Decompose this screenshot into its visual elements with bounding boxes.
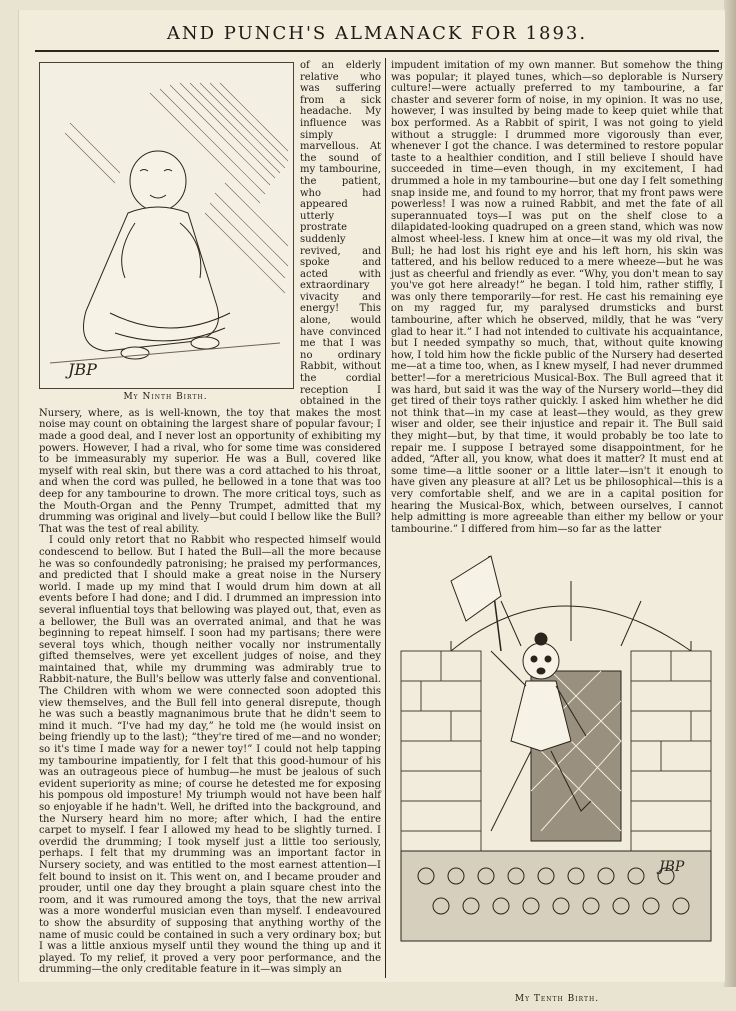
illustration-tenth-birth: [391, 541, 723, 1011]
column-divider: [385, 58, 386, 978]
svg-text:JBP: JBP: [659, 859, 685, 876]
svg-text:JBP: JBP: [68, 360, 97, 379]
right-paragraph-1: impudent imitation of my own manner. But somehow the thing was popular; it played tunes, which—so deplorable is Nursery culture!—were actually preferred to my tambourine, a far chaster and severer form of noise, in my opinion. It was no use, however, I was insulted by being made to keep quiet while that box performed. As a Rabbit of spirit, I was not going to yield without a struggle: I drummed more vigorously than ever, whenever I got the chance. I was determined to restore popular taste to a healthier condition, and I still believe I should have succeeded in time—even though, in my excitement, I had drummed a hole in my tambourine—but one day I felt something snap inside me, and found to my horror, that my front paws were powerless! I was now a ruined Rabbit, and met the fate of all superannuated toys—I was put on the shelf close to a dilapidated-looking quadruped on a green stand, which was now almost wheel-less. I knew him at once—it was my old rival, the Bull; he had lost his right eye and his left horn, his skin was tattered, and his bellow reduced to a mere wheeze—but he was just as cheerful and friendly as ever. “Why, you don't mean to say you've got here already!” he began. I told him, rather stiffly, I was only there temporarily—for rest. He cast his remaining eye on my ragged fur, my paralysed drumsticks and burst tambourine, after which he observed, mildly, that he was “very glad to hear it.” I had not intended to cultivate his acquaintance, but I needed sympathy so much, that, without quite knowing how, I told him how the fickle public of the Nursery had deserted me—at a time too, when, as I knew myself, I had never drummed better!—for a meretricious Musical-Box. The Bull agreed that it was hard, but said it was the way of the Nursery world—they did get tired of their toys rather quickly. I asked him whether he did not think that—in my case at least—they would, as they grew wiser and older, see their injustice and repair it. The Bull said they might—but, by that time, it would probably be too late to repair me. I suppose I betrayed some disappointment, for he added, “After all, you know, what does it matter? It must end at some time—a little sooner or a little later—isn't it enough to have given any pleasure at all? Let us be philosophical—this is a very comfortable shelf, and we are in a capital position for hearing the Musical-Box, which, between ourselves, I cannot help admitting is more agreeable than either my bellow or your tambourine.” I differed from him—so far as the latter: [391, 60, 723, 535]
right-column: [391, 60, 723, 1005]
left-paragraph-2: I could only retort that no Rabbit who respected himself would condescend to bellow. But I hated the Bull—all the more because he was so confoundedly patronising; he praised my performances, and predicted that I should make a great noise in the Nursery world. I made up my mind that I would drum him down at all events before I had done; and I did. I drummed an impression into several influential toys that bellowing was played out, that, even as a bellower, the Bull was an overrated animal, and that he was beginning to repeat himself. I soon had my partisans; there were several toys which, though neither vocally nor instrumentally gifted themselves, were yet excellent judges of noise, and they maintained that, while my drumming was admirably true to Rabbit-nature, the Bull's bellow was utterly false and conventional. The Children with whom we were connected soon adopted this view themselves, and the Bull fell into general disrepute, though he was such a beastly magnanimous brute that he didn't seem to mind it much. “I've had my day,” he told me (he would insist on being friendly up to the last); “they're tired of me—and no wonder; so it's time I made way for a newer toy!” I could not help tapping my tambourine impatiently, for I felt that this good-humour of his was an outrageous piece of humbug—he must be jealous of such evident superiority as mine; of course he detested me for exposing his pompous old imposture! My triumph would not have been half so enjoyable if he hadn't. Well, he drifted into the background, and the Nursery heard him no more; after which, I had the entire carpet to myself. I fear I allowed my head to be slightly turned. I overdid the drumming; I took myself just a little too seriously, perhaps. I felt that my drumming was an important factor in Nursery society, and was entitled to the most earnest attention—I felt bound to insist on it. This went on, and I became prouder and prouder, until one day they brought a plain square chest into the room, and it was rumoured among the toys, that the new arrival was a more wonderful musician even than myself. I endeavoured to show the absurdity of supposing that anything worthy of the name of music could be contained in such a very ordinary box; but I was a little anxious myself until they wound the thing up and it played. To my relief, it proved a very poor performance, and the drumming—the only creditable feature in it—was simply an: [39, 535, 381, 976]
illustration-ninth-birth: [39, 62, 292, 402]
figure-caption-tenth: My Tenth Birth.: [514, 994, 600, 1005]
figure-caption-ninth: My Ninth Birth.: [123, 392, 208, 402]
illustration-frame: [39, 62, 294, 389]
left-paragraph-1: of an elderly relative who was suffering from a sick headache. My influence was simply marvellous. At the sound of my tambourine, the patient, who had appeared utterly prostrate suddenly revived, and spoke and acted with extraordinary vivacity and energy! This alone, would have convinced me that I was no ordinary Rabbit, without the cordial reception I obtained in the Nursery, where, as is well-known, the toy that makes the most noise may count on obtaining the largest share of popular favour; I made a good deal, and I never lost an opportunity of exhibiting my powers. However, I had a rival, who for some time was considered to be immeasurably my superior. He was a Bull, covered like myself with real skin, but there was a cord attached to his throat, and when the cord was pulled, he bellowed in a tone that was too deep for any tambourine to drown. The more critical toys, such as the Mouth-Organ and the Penny Trumpet, admitted that my drumming was original and lively—but could I bellow like the Bull? That was the test of real ability.: [39, 60, 381, 535]
illustration-frame-2: [391, 541, 723, 991]
page: [18, 10, 725, 1005]
baby-illustration: [40, 63, 293, 388]
puppet-window-illustration: [391, 541, 723, 991]
page-header: AND PUNCH'S ALMANACK FOR 1893.: [35, 18, 719, 52]
binding-edge: [724, 0, 736, 987]
left-column: [39, 60, 381, 980]
